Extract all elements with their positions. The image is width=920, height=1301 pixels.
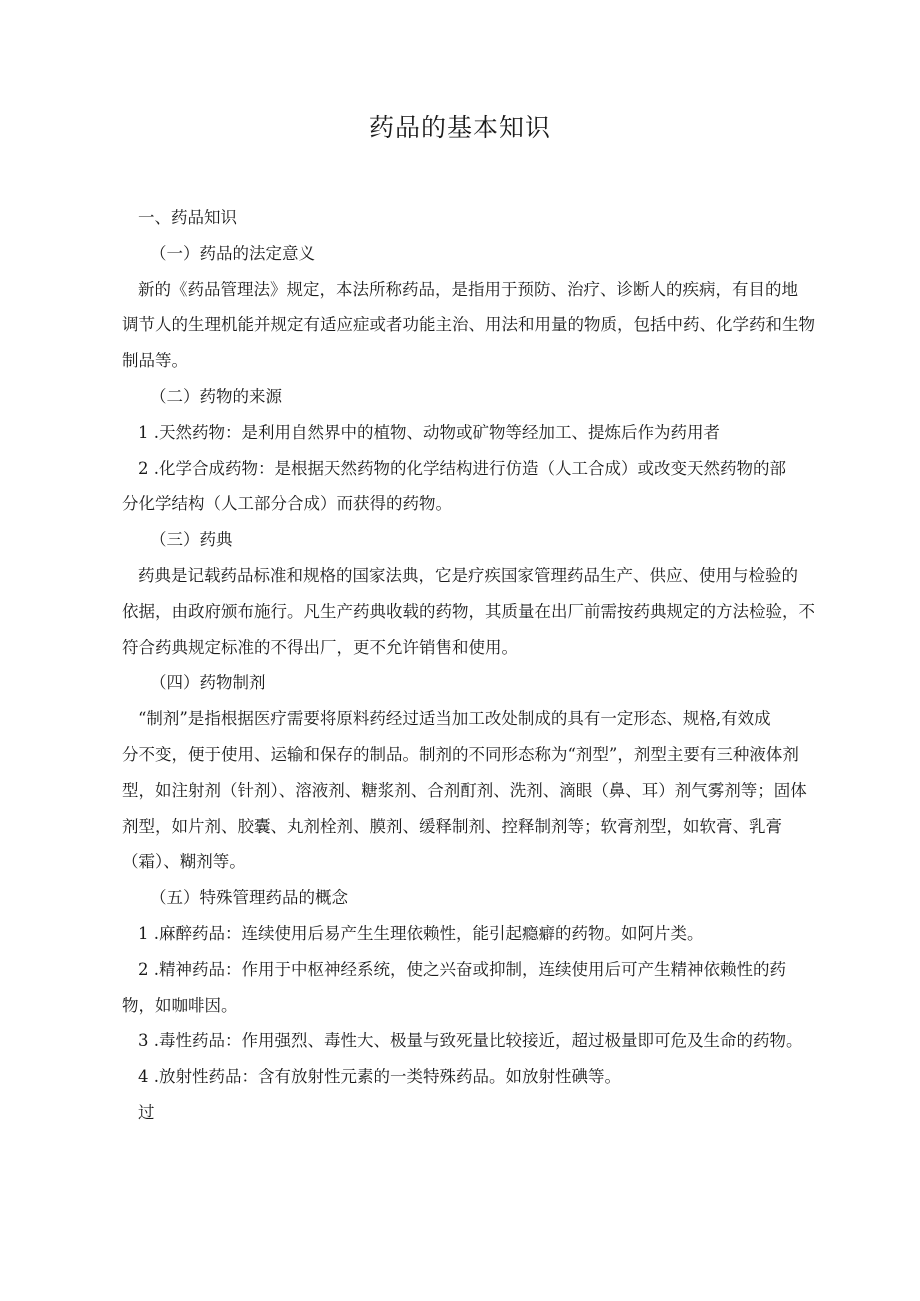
body-line: 新的《药品管理法》规定，本法所称药品，是指用于预防、治疗、诊断人的疾病，有目的地	[138, 279, 798, 299]
body-line: 分化学结构（人工部分合成）而获得的药物。	[122, 494, 452, 514]
body-line: 3 .毒性药品：作用强烈、毒性大、极量与致死量比较接近，超过极量即可危及生命的药物。	[138, 1031, 803, 1051]
body-line: 物，如咖啡因。	[122, 995, 238, 1015]
body-line: 1 .天然药物：是利用自然界中的植物、动物或矿物等经加工、提炼后作为药用者	[138, 422, 720, 442]
body-line: 型，如注射剂（针剂）、溶液剂、糖浆剂、合剂酊剂、洗剂、滴眼（鼻、耳）剂气雾剂等；固体	[122, 780, 807, 800]
body-line: （二）药物的来源	[150, 386, 282, 406]
body-line: 调节人的生理机能并规定有适应症或者功能主治、用法和用量的物质，包括中药、化学药和生物	[122, 315, 815, 335]
body-line: 4 .放射性药品：含有放射性元素的一类特殊药品。如放射性碘等。	[138, 1067, 621, 1087]
body-line: 剂型，如片剂、胶囊、丸剂栓剂、膜剂、缓释制剂、控释制剂等；软膏剂型，如软膏、乳膏	[122, 816, 782, 836]
body-line: 1 .麻醉药品：连续使用后易产生生理依赖性，能引起瘾癖的药物。如阿片类。	[138, 923, 704, 943]
body-line: “制剂”是指根据医疗需要将原料药经过适当加工改处制成的具有一定形态、规格,有效成	[138, 709, 771, 729]
body-line: 2 .精神药品：作用于中枢神经系统，使之兴奋或抑制，连续使用后可产生精神依赖性的药	[138, 959, 786, 979]
document-body	[122, 200, 824, 1131]
body-line: （三）药典	[150, 530, 233, 550]
body-line: （霜）、糊剂等。	[122, 852, 246, 872]
body-line: 药典是记载药品标准和规格的国家法典，它是疗疾国家管理药品生产、供应、使用与检验的	[138, 565, 798, 585]
body-line: （一）药品的法定意义	[150, 243, 315, 263]
body-line: 一、药品知识	[138, 208, 237, 227]
body-line: 2 .化学合成药物：是根据天然药物的化学结构进行仿造（人工合成）或改变天然药物的部	[138, 458, 786, 478]
body-line: 符合药典规定标准的不得出厂，更不允许销售和使用。	[122, 637, 518, 657]
body-line: 分不变，便于使用、运输和保存的制品。制剂的不同形态称为“剂型”，剂型主要有三种液体剂	[122, 744, 799, 764]
body-line: （四）药物制剂	[150, 673, 266, 693]
document-title: 药品的基本知识	[368, 113, 551, 142]
body-line: 制品等。	[122, 351, 188, 371]
body-line: 过	[138, 1102, 155, 1122]
body-line: （五）特殊管理药品的概念	[150, 888, 348, 908]
body-line: 依据，由政府颁布施行。凡生产药典收载的药物，其质量在出厂前需按药典规定的方法检验，不	[122, 601, 815, 621]
